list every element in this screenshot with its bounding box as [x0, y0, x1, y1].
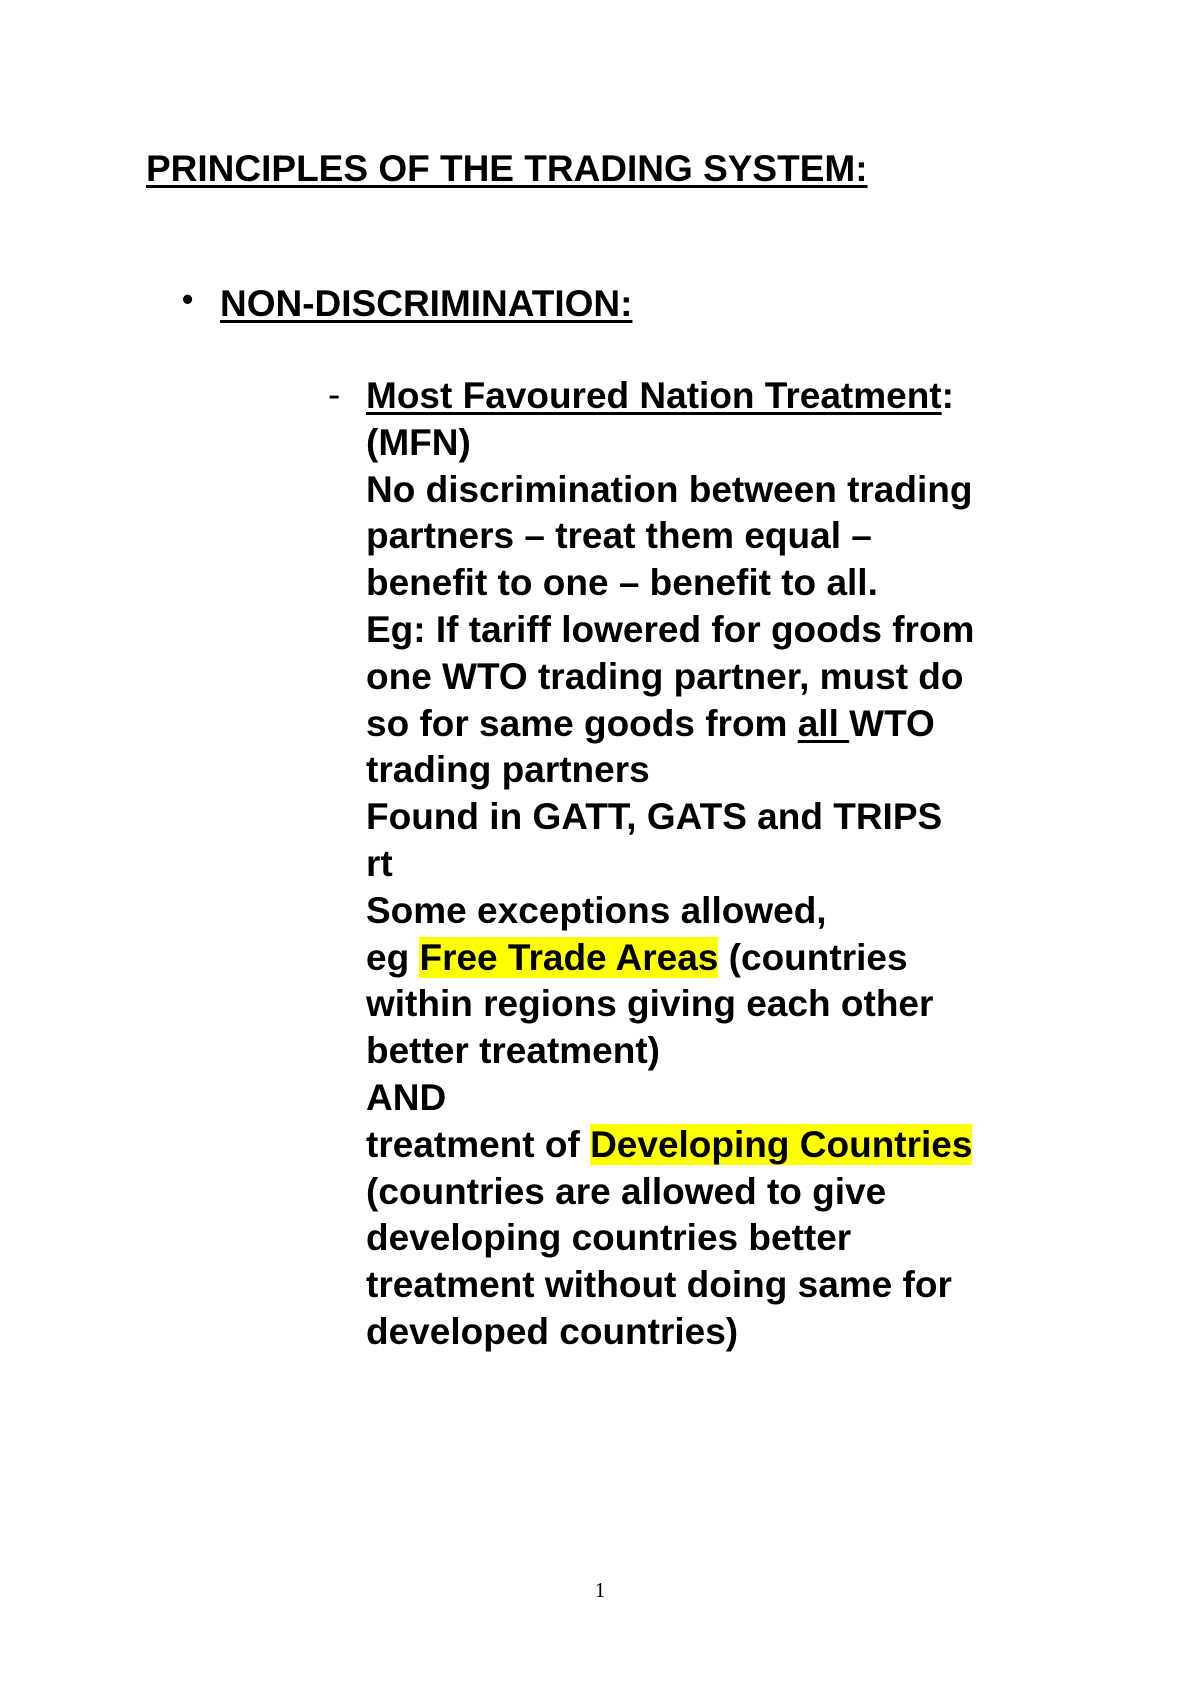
- page-title: PRINCIPLES OF THE TRADING SYSTEM:: [146, 148, 868, 189]
- mfn-body: [366, 373, 1086, 1356]
- text-line: [366, 935, 1086, 982]
- section-heading: NON-DISCRIMINATION:: [220, 283, 633, 324]
- text-segment: WTO: [849, 702, 935, 744]
- text-line: within regions giving each other: [366, 983, 934, 1025]
- text-line: (MFN): [366, 421, 471, 463]
- text-segment: so for same goods from: [366, 702, 798, 744]
- page-number: 1: [594, 1578, 606, 1602]
- text-line: developing countries better: [366, 1217, 852, 1259]
- text-line: Eg: If tariff lowered for goods from: [366, 608, 975, 650]
- highlight-free-trade-areas: Free Trade Areas: [419, 936, 719, 978]
- highlight-developing-countries: Developing Countries: [590, 1123, 973, 1165]
- dash-marker: -: [328, 374, 341, 415]
- text-segment: eg: [366, 936, 420, 978]
- text-line: treatment without doing same for: [366, 1264, 952, 1306]
- text-line: AND: [366, 1076, 447, 1118]
- text-line: one WTO trading partner, must do: [366, 655, 964, 697]
- text-line: (countries are allowed to give: [366, 1170, 887, 1212]
- text-line: trading partners: [366, 749, 650, 791]
- mfn-heading-line: [366, 373, 1086, 420]
- text-line: benefit to one – benefit to all.: [366, 562, 878, 604]
- text-line: better treatment): [366, 1030, 660, 1072]
- mfn-heading: Most Favoured Nation Treatment: [366, 375, 942, 416]
- text-line: partners – treat them equal –: [366, 515, 872, 557]
- text-line: developed countries): [366, 1310, 739, 1352]
- text-line: rt: [366, 842, 393, 884]
- underlined-all: all: [797, 702, 850, 744]
- text-line: Some exceptions allowed,: [366, 889, 827, 931]
- text-segment: treatment of: [366, 1123, 591, 1165]
- mfn-heading-colon: :: [941, 375, 954, 416]
- text-line: [366, 1122, 1086, 1169]
- text-segment: (countries: [718, 936, 908, 978]
- bullet-icon: •: [182, 281, 194, 317]
- text-line: No discrimination between trading: [366, 468, 973, 510]
- text-line: Found in GATT, GATS and TRIPS: [366, 796, 943, 838]
- text-line: [366, 701, 1086, 748]
